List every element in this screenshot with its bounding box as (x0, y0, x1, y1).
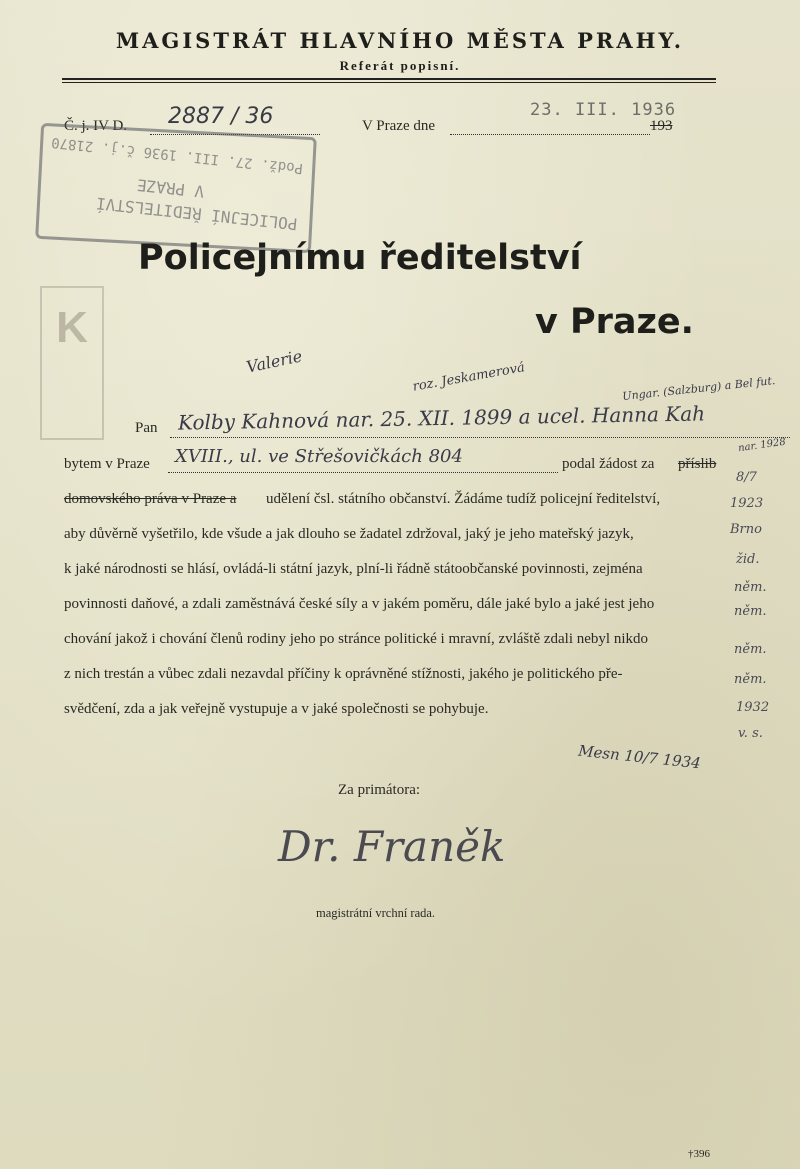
header-subtitle: Referát popisní. (339, 58, 461, 73)
margin-note: něm. (734, 580, 767, 595)
year-struck: 193 (650, 118, 673, 134)
footer-mark: †396 (688, 1148, 710, 1160)
stamp-letter-k: K (40, 286, 104, 440)
petition-struck: příslib (678, 456, 717, 472)
received-stamp (35, 123, 317, 253)
addressee-line-2: v Praze. (535, 302, 694, 342)
margin-note: něm. (734, 604, 767, 619)
signoff-label: Za primátora: (338, 782, 421, 798)
margin-note: Brno (730, 522, 762, 537)
residence-label: bytem v Praze (64, 456, 150, 472)
body-line: svědčení, zda a jak veřejně vystupuje a v jaké společnosti se pohybuje. (64, 701, 489, 717)
header-rule (62, 78, 716, 83)
domicile-struck: domovského práva v Praze a (64, 491, 237, 507)
pan-label: Pan (135, 420, 158, 436)
body-line: povinnosti daňové, a zdali zaměstnává české síly a v jakém poměru, dále jaké bylo a jaké jest jeho (64, 596, 655, 612)
addressee-line-1: Policejnímu ředitelství (138, 238, 582, 278)
name-dotted-line (170, 437, 790, 438)
header-title: MAGISTRÁT HLAVNÍHO MĚSTA PRAHY. (115, 28, 685, 53)
signatory-title: magistrátní vrchní rada. (316, 906, 436, 920)
margin-note: 1932 (736, 700, 770, 715)
date-stamp: 23. III. 1936 (530, 100, 677, 120)
margin-note: něm. (734, 642, 767, 657)
body-line-intro: udělení čsl. státního občanství. Žádáme tudíž policejní ředitelství, (266, 491, 661, 507)
stamp-line-2: V PRAZE (136, 175, 206, 202)
petition-label: podal žádost za (562, 456, 655, 472)
handwritten-residence: XVIII., ul. ve Střešovičkách 804 (175, 446, 463, 467)
stamp-line-3: Podž. 27. III. 1936 č.j. 21870 (50, 133, 304, 177)
margin-note: 1923 (730, 496, 764, 511)
handwritten-nar-note: nar. 1928 (737, 436, 787, 455)
margin-note: v. s. (738, 726, 763, 741)
body-line: aby důvěrně vyšetřilo, kde všude a jak dlouho se žadatel zdržoval, jaký je jeho mateřský jazyk, (64, 526, 634, 542)
signature: Dr. Franěk (278, 822, 506, 871)
handwritten-applicant-name: Kolby Kahnová nar. 25. XII. 1899 a ucel. Hanna Kah (177, 401, 706, 435)
margin-note: něm. (734, 672, 767, 687)
margin-note: žid. (736, 552, 760, 567)
margin-note: 8/7 (736, 470, 757, 485)
reference-label: Č. j. IV D. (64, 118, 128, 134)
handwritten-date-note: Mesn 10/7 1934 (577, 741, 702, 773)
handwritten-maiden-name: roz. Jeskamerová (411, 360, 526, 395)
body-line: z nich trestán a vůbec zdali nezavdal příčiny k oprávněné stížnosti, jakého je politického pře- (64, 666, 623, 682)
handwritten-given-name: Valerie (244, 346, 304, 377)
reference-number: 2887 / 36 (168, 104, 274, 129)
handwritten-annotation-top-right: Ungar. (Salzburg) a Bel fut. (621, 374, 776, 403)
date-place-label: V Praze dne (362, 118, 436, 134)
body-line: chování jakož i chování členů rodiny jeho po stránce politické i mravní, zvláště zdali nebyl nikdo (64, 631, 648, 647)
date-dotted-line (450, 134, 650, 135)
residence-dotted-line (168, 472, 558, 473)
body-line: k jaké národnosti se hlásí, ovládá-li státní jazyk, plní-li řádně státoobčanské povinnosti, zejména (64, 561, 643, 577)
stamp-line-1: POLICEJNÍ ŘEDITELSTVÍ (95, 193, 299, 234)
